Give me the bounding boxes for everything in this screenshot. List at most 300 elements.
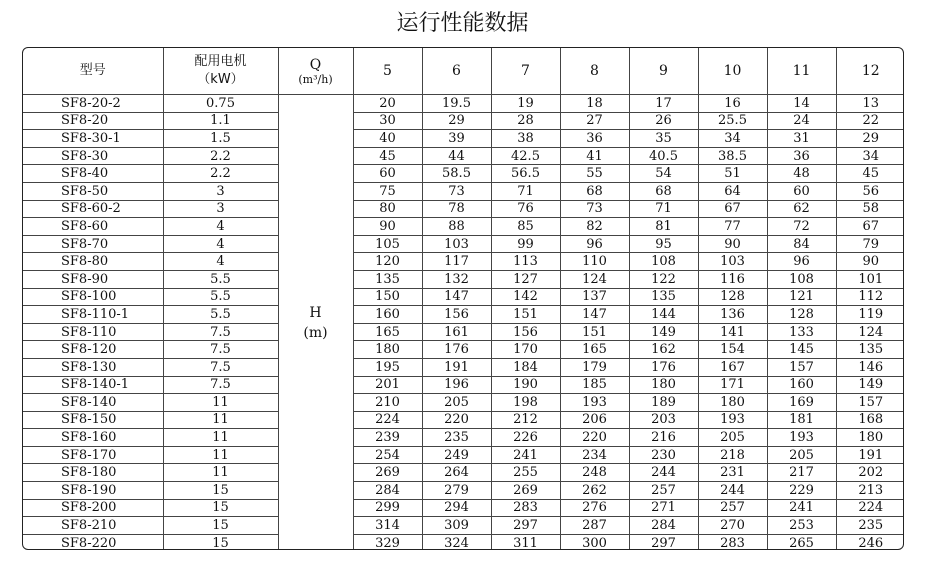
head-value-cell: 77 xyxy=(698,218,767,236)
head-value-cell: 157 xyxy=(767,358,836,376)
head-value-cell: 244 xyxy=(698,482,767,500)
head-value-cell: 284 xyxy=(353,482,422,500)
head-value-cell: 165 xyxy=(353,323,422,341)
head-value-cell: 13 xyxy=(836,95,904,113)
head-value-cell: 193 xyxy=(698,411,767,429)
head-value-cell: 224 xyxy=(353,411,422,429)
head-value-cell: 229 xyxy=(767,482,836,500)
head-value-cell: 71 xyxy=(629,200,698,218)
power-cell: 7.5 xyxy=(163,376,278,394)
head-value-cell: 96 xyxy=(767,253,836,271)
model-cell: SF8-210 xyxy=(23,517,163,535)
head-unit: (m) xyxy=(303,324,328,341)
head-value-cell: 105 xyxy=(353,235,422,253)
head-value-cell: 128 xyxy=(767,306,836,324)
header-flow-value: 11 xyxy=(767,48,836,95)
head-value-cell: 210 xyxy=(353,394,422,412)
header-motor-line1: 配用电机 xyxy=(194,54,247,69)
head-value-cell: 176 xyxy=(629,358,698,376)
head-value-cell: 239 xyxy=(353,429,422,447)
head-value-cell: 195 xyxy=(353,358,422,376)
model-cell: SF8-60-2 xyxy=(23,200,163,218)
header-flow-value: 8 xyxy=(560,48,629,95)
head-value-cell: 196 xyxy=(422,376,491,394)
head-value-cell: 122 xyxy=(629,270,698,288)
head-value-cell: 276 xyxy=(560,499,629,517)
head-value-cell: 185 xyxy=(560,376,629,394)
header-flow-value: 6 xyxy=(422,48,491,95)
head-value-cell: 76 xyxy=(491,200,560,218)
head-value-cell: 82 xyxy=(560,218,629,236)
head-value-cell: 14 xyxy=(767,95,836,113)
head-value-cell: 16 xyxy=(698,95,767,113)
head-value-cell: 124 xyxy=(836,323,904,341)
power-cell: 4 xyxy=(163,253,278,271)
table-row xyxy=(23,147,904,165)
table-row xyxy=(23,218,904,236)
model-cell: SF8-140 xyxy=(23,394,163,412)
table-row xyxy=(23,200,904,218)
head-value-cell: 64 xyxy=(698,182,767,200)
head-value-cell: 135 xyxy=(836,341,904,359)
head-value-cell: 79 xyxy=(836,235,904,253)
table-row xyxy=(23,482,904,500)
head-value-cell: 203 xyxy=(629,411,698,429)
power-cell: 11 xyxy=(163,411,278,429)
head-value-cell: 269 xyxy=(353,464,422,482)
head-value-cell: 160 xyxy=(767,376,836,394)
head-value-cell: 68 xyxy=(629,182,698,200)
head-value-cell: 34 xyxy=(836,147,904,165)
head-value-cell: 241 xyxy=(491,446,560,464)
head-value-cell: 135 xyxy=(353,270,422,288)
head-value-cell: 90 xyxy=(836,253,904,271)
header-flow-value: 9 xyxy=(629,48,698,95)
table-row xyxy=(23,358,904,376)
head-value-cell: 137 xyxy=(560,288,629,306)
table-row xyxy=(23,429,904,447)
table-row xyxy=(23,464,904,482)
head-value-cell: 36 xyxy=(560,130,629,148)
head-value-cell: 167 xyxy=(698,358,767,376)
head-value-cell: 191 xyxy=(422,358,491,376)
table-row xyxy=(23,270,904,288)
head-value-cell: 284 xyxy=(629,517,698,535)
head-value-cell: 117 xyxy=(422,253,491,271)
head-value-cell: 20 xyxy=(353,95,422,113)
head-value-cell: 189 xyxy=(629,394,698,412)
head-value-cell: 88 xyxy=(422,218,491,236)
model-cell: SF8-140-1 xyxy=(23,376,163,394)
head-value-cell: 156 xyxy=(422,306,491,324)
head-value-cell: 270 xyxy=(698,517,767,535)
head-value-cell: 294 xyxy=(422,499,491,517)
power-cell: 11 xyxy=(163,464,278,482)
power-cell: 5.5 xyxy=(163,270,278,288)
power-cell: 11 xyxy=(163,446,278,464)
head-value-cell: 48 xyxy=(767,165,836,183)
model-cell: SF8-40 xyxy=(23,165,163,183)
model-cell: SF8-180 xyxy=(23,464,163,482)
power-cell: 15 xyxy=(163,534,278,550)
table-row xyxy=(23,165,904,183)
head-value-cell: 216 xyxy=(629,429,698,447)
power-cell: 7.5 xyxy=(163,341,278,359)
head-value-cell: 168 xyxy=(836,411,904,429)
head-value-cell: 62 xyxy=(767,200,836,218)
head-value-cell: 265 xyxy=(767,534,836,550)
model-cell: SF8-190 xyxy=(23,482,163,500)
head-value-cell: 217 xyxy=(767,464,836,482)
header-flow-unit: (m³/h) xyxy=(298,72,333,86)
head-value-cell: 283 xyxy=(491,499,560,517)
table-row xyxy=(23,253,904,271)
head-value-cell: 160 xyxy=(353,306,422,324)
head-value-cell: 99 xyxy=(491,235,560,253)
head-value-cell: 124 xyxy=(560,270,629,288)
head-value-cell: 135 xyxy=(629,288,698,306)
head-value-cell: 180 xyxy=(698,394,767,412)
head-value-cell: 112 xyxy=(836,288,904,306)
table-row xyxy=(23,112,904,130)
head-value-cell: 18 xyxy=(560,95,629,113)
head-value-cell: 84 xyxy=(767,235,836,253)
head-value-cell: 231 xyxy=(698,464,767,482)
head-value-cell: 324 xyxy=(422,534,491,550)
head-value-cell: 25.5 xyxy=(698,112,767,130)
head-value-cell: 133 xyxy=(767,323,836,341)
head-value-cell: 198 xyxy=(491,394,560,412)
head-value-cell: 51 xyxy=(698,165,767,183)
head-value-cell: 24 xyxy=(767,112,836,130)
head-value-cell: 73 xyxy=(560,200,629,218)
head-value-cell: 146 xyxy=(836,358,904,376)
model-cell: SF8-150 xyxy=(23,411,163,429)
head-value-cell: 246 xyxy=(836,534,904,550)
head-value-cell: 67 xyxy=(836,218,904,236)
head-value-cell: 171 xyxy=(698,376,767,394)
table-row xyxy=(23,394,904,412)
head-value-cell: 254 xyxy=(353,446,422,464)
head-value-cell: 121 xyxy=(767,288,836,306)
head-value-cell: 191 xyxy=(836,446,904,464)
head-value-cell: 22 xyxy=(836,112,904,130)
head-value-cell: 147 xyxy=(560,306,629,324)
head-value-cell: 73 xyxy=(422,182,491,200)
power-cell: 7.5 xyxy=(163,323,278,341)
head-value-cell: 80 xyxy=(353,200,422,218)
head-value-cell: 234 xyxy=(560,446,629,464)
power-cell: 15 xyxy=(163,517,278,535)
head-value-cell: 224 xyxy=(836,499,904,517)
head-value-cell: 78 xyxy=(422,200,491,218)
head-value-cell: 287 xyxy=(560,517,629,535)
head-value-cell: 150 xyxy=(353,288,422,306)
table-row xyxy=(23,182,904,200)
head-value-cell: 60 xyxy=(767,182,836,200)
header-flow-value: 7 xyxy=(491,48,560,95)
head-value-cell: 309 xyxy=(422,517,491,535)
head-value-cell: 213 xyxy=(836,482,904,500)
head-value-cell: 157 xyxy=(836,394,904,412)
head-value-cell: 181 xyxy=(767,411,836,429)
head-value-cell: 90 xyxy=(353,218,422,236)
head-value-cell: 202 xyxy=(836,464,904,482)
head-value-cell: 58 xyxy=(836,200,904,218)
head-value-cell: 205 xyxy=(422,394,491,412)
power-cell: 1.5 xyxy=(163,130,278,148)
head-value-cell: 45 xyxy=(836,165,904,183)
head-value-cell: 56 xyxy=(836,182,904,200)
head-value-cell: 54 xyxy=(629,165,698,183)
power-cell: 15 xyxy=(163,482,278,500)
head-value-cell: 170 xyxy=(491,341,560,359)
head-value-cell: 95 xyxy=(629,235,698,253)
head-value-cell: 220 xyxy=(560,429,629,447)
head-value-cell: 205 xyxy=(698,429,767,447)
head-value-cell: 55 xyxy=(560,165,629,183)
table-row xyxy=(23,306,904,324)
head-value-cell: 39 xyxy=(422,130,491,148)
power-cell: 7.5 xyxy=(163,358,278,376)
head-value-cell: 90 xyxy=(698,235,767,253)
head-value-cell: 19 xyxy=(491,95,560,113)
head-value-cell: 220 xyxy=(422,411,491,429)
head-value-cell: 156 xyxy=(491,323,560,341)
head-value-cell: 248 xyxy=(560,464,629,482)
head-value-cell: 311 xyxy=(491,534,560,550)
head-value-cell: 71 xyxy=(491,182,560,200)
head-value-cell: 235 xyxy=(422,429,491,447)
head-value-cell: 38 xyxy=(491,130,560,148)
head-value-cell: 28 xyxy=(491,112,560,130)
head-value-cell: 180 xyxy=(836,429,904,447)
head-value-cell: 119 xyxy=(836,306,904,324)
head-value-cell: 193 xyxy=(767,429,836,447)
power-cell: 5.5 xyxy=(163,288,278,306)
head-value-cell: 120 xyxy=(353,253,422,271)
table-row xyxy=(23,376,904,394)
head-value-cell: 235 xyxy=(836,517,904,535)
head-value-cell: 36 xyxy=(767,147,836,165)
head-value-cell: 151 xyxy=(491,306,560,324)
head-value-cell: 151 xyxy=(560,323,629,341)
head-value-cell: 113 xyxy=(491,253,560,271)
model-cell: SF8-90 xyxy=(23,270,163,288)
head-value-cell: 193 xyxy=(560,394,629,412)
head-value-cell: 45 xyxy=(353,147,422,165)
head-value-cell: 179 xyxy=(560,358,629,376)
head-value-cell: 257 xyxy=(698,499,767,517)
head-value-cell: 136 xyxy=(698,306,767,324)
head-value-cell: 108 xyxy=(629,253,698,271)
head-value-cell: 255 xyxy=(491,464,560,482)
model-cell: SF8-60 xyxy=(23,218,163,236)
power-cell: 4 xyxy=(163,218,278,236)
head-value-cell: 72 xyxy=(767,218,836,236)
head-value-cell: 149 xyxy=(836,376,904,394)
table-row xyxy=(23,534,904,550)
model-cell: SF8-120 xyxy=(23,341,163,359)
head-value-cell: 206 xyxy=(560,411,629,429)
head-value-cell: 27 xyxy=(560,112,629,130)
head-value-cell: 75 xyxy=(353,182,422,200)
header-motor-power xyxy=(163,48,278,95)
power-cell: 3 xyxy=(163,200,278,218)
power-cell: 15 xyxy=(163,499,278,517)
head-value-cell: 17 xyxy=(629,95,698,113)
head-value-cell: 161 xyxy=(422,323,491,341)
head-value-cell: 279 xyxy=(422,482,491,500)
head-value-cell: 180 xyxy=(353,341,422,359)
head-value-cell: 42.5 xyxy=(491,147,560,165)
head-value-cell: 31 xyxy=(767,130,836,148)
model-cell: SF8-50 xyxy=(23,182,163,200)
model-cell: SF8-200 xyxy=(23,499,163,517)
head-value-cell: 132 xyxy=(422,270,491,288)
head-value-cell: 249 xyxy=(422,446,491,464)
head-value-cell: 38.5 xyxy=(698,147,767,165)
table-body xyxy=(23,95,904,551)
table-row xyxy=(23,446,904,464)
head-value-cell: 205 xyxy=(767,446,836,464)
head-value-cell: 108 xyxy=(767,270,836,288)
head-value-cell: 299 xyxy=(353,499,422,517)
head-value-cell: 127 xyxy=(491,270,560,288)
head-value-cell: 96 xyxy=(560,235,629,253)
head-value-cell: 128 xyxy=(698,288,767,306)
table-row xyxy=(23,341,904,359)
head-value-cell: 149 xyxy=(629,323,698,341)
head-value-cell: 283 xyxy=(698,534,767,550)
power-cell: 11 xyxy=(163,429,278,447)
power-cell: 5.5 xyxy=(163,306,278,324)
table-row xyxy=(23,130,904,148)
head-value-cell: 269 xyxy=(491,482,560,500)
head-value-cell: 56.5 xyxy=(491,165,560,183)
power-cell: 2.2 xyxy=(163,165,278,183)
head-value-cell: 60 xyxy=(353,165,422,183)
head-value-cell: 116 xyxy=(698,270,767,288)
table-row xyxy=(23,517,904,535)
performance-table xyxy=(23,48,904,550)
head-value-cell: 103 xyxy=(698,253,767,271)
header-flow-value: 5 xyxy=(353,48,422,95)
head-value-cell: 30 xyxy=(353,112,422,130)
head-value-cell: 154 xyxy=(698,341,767,359)
model-cell: SF8-130 xyxy=(23,358,163,376)
head-value-cell: 40 xyxy=(353,130,422,148)
header-flow-value: 12 xyxy=(836,48,904,95)
head-value-cell: 68 xyxy=(560,182,629,200)
head-value-cell: 142 xyxy=(491,288,560,306)
head-value-cell: 297 xyxy=(491,517,560,535)
head-value-cell: 297 xyxy=(629,534,698,550)
model-cell: SF8-20 xyxy=(23,112,163,130)
header-model: 型号 xyxy=(23,48,163,95)
model-cell: SF8-110 xyxy=(23,323,163,341)
head-value-cell: 26 xyxy=(629,112,698,130)
head-value-cell: 184 xyxy=(491,358,560,376)
head-value-cell: 257 xyxy=(629,482,698,500)
head-value-cell: 101 xyxy=(836,270,904,288)
performance-table-frame xyxy=(22,47,904,550)
head-value-cell: 40.5 xyxy=(629,147,698,165)
head-value-cell: 41 xyxy=(560,147,629,165)
header-flow xyxy=(278,48,353,95)
power-cell: 1.1 xyxy=(163,112,278,130)
power-cell: 0.75 xyxy=(163,95,278,113)
model-cell: SF8-70 xyxy=(23,235,163,253)
model-cell: SF8-220 xyxy=(23,534,163,550)
head-value-cell: 190 xyxy=(491,376,560,394)
head-value-cell: 58.5 xyxy=(422,165,491,183)
power-cell: 4 xyxy=(163,235,278,253)
head-value-cell: 19.5 xyxy=(422,95,491,113)
head-value-cell: 201 xyxy=(353,376,422,394)
table-row xyxy=(23,95,904,113)
model-cell: SF8-30 xyxy=(23,147,163,165)
head-value-cell: 162 xyxy=(629,341,698,359)
head-value-cell: 145 xyxy=(767,341,836,359)
head-symbol: H xyxy=(309,304,322,321)
table-row xyxy=(23,288,904,306)
head-value-cell: 29 xyxy=(836,130,904,148)
header-row xyxy=(23,48,904,95)
head-value-cell: 169 xyxy=(767,394,836,412)
model-cell: SF8-170 xyxy=(23,446,163,464)
head-value-cell: 85 xyxy=(491,218,560,236)
power-cell: 3 xyxy=(163,182,278,200)
page-title: 运行性能数据 xyxy=(396,11,529,36)
head-value-cell: 218 xyxy=(698,446,767,464)
model-cell: SF8-160 xyxy=(23,429,163,447)
head-value-cell: 110 xyxy=(560,253,629,271)
head-value-cell: 244 xyxy=(629,464,698,482)
head-value-cell: 241 xyxy=(767,499,836,517)
head-value-cell: 230 xyxy=(629,446,698,464)
head-value-cell: 147 xyxy=(422,288,491,306)
head-label-cell xyxy=(278,95,353,551)
head-value-cell: 253 xyxy=(767,517,836,535)
head-value-cell: 300 xyxy=(560,534,629,550)
table-row xyxy=(23,323,904,341)
head-value-cell: 29 xyxy=(422,112,491,130)
power-cell: 11 xyxy=(163,394,278,412)
head-value-cell: 67 xyxy=(698,200,767,218)
head-value-cell: 81 xyxy=(629,218,698,236)
header-motor-line2: （kW） xyxy=(197,72,244,87)
head-value-cell: 271 xyxy=(629,499,698,517)
head-value-cell: 180 xyxy=(629,376,698,394)
header-flow-symbol: Q xyxy=(309,56,322,73)
head-value-cell: 44 xyxy=(422,147,491,165)
model-cell: SF8-110-1 xyxy=(23,306,163,324)
head-value-cell: 141 xyxy=(698,323,767,341)
head-value-cell: 165 xyxy=(560,341,629,359)
head-value-cell: 212 xyxy=(491,411,560,429)
head-value-cell: 144 xyxy=(629,306,698,324)
table-row xyxy=(23,235,904,253)
head-value-cell: 264 xyxy=(422,464,491,482)
model-cell: SF8-100 xyxy=(23,288,163,306)
head-value-cell: 314 xyxy=(353,517,422,535)
power-cell: 2.2 xyxy=(163,147,278,165)
header-flow-value: 10 xyxy=(698,48,767,95)
model-cell: SF8-20-2 xyxy=(23,95,163,113)
head-value-cell: 176 xyxy=(422,341,491,359)
head-value-cell: 103 xyxy=(422,235,491,253)
